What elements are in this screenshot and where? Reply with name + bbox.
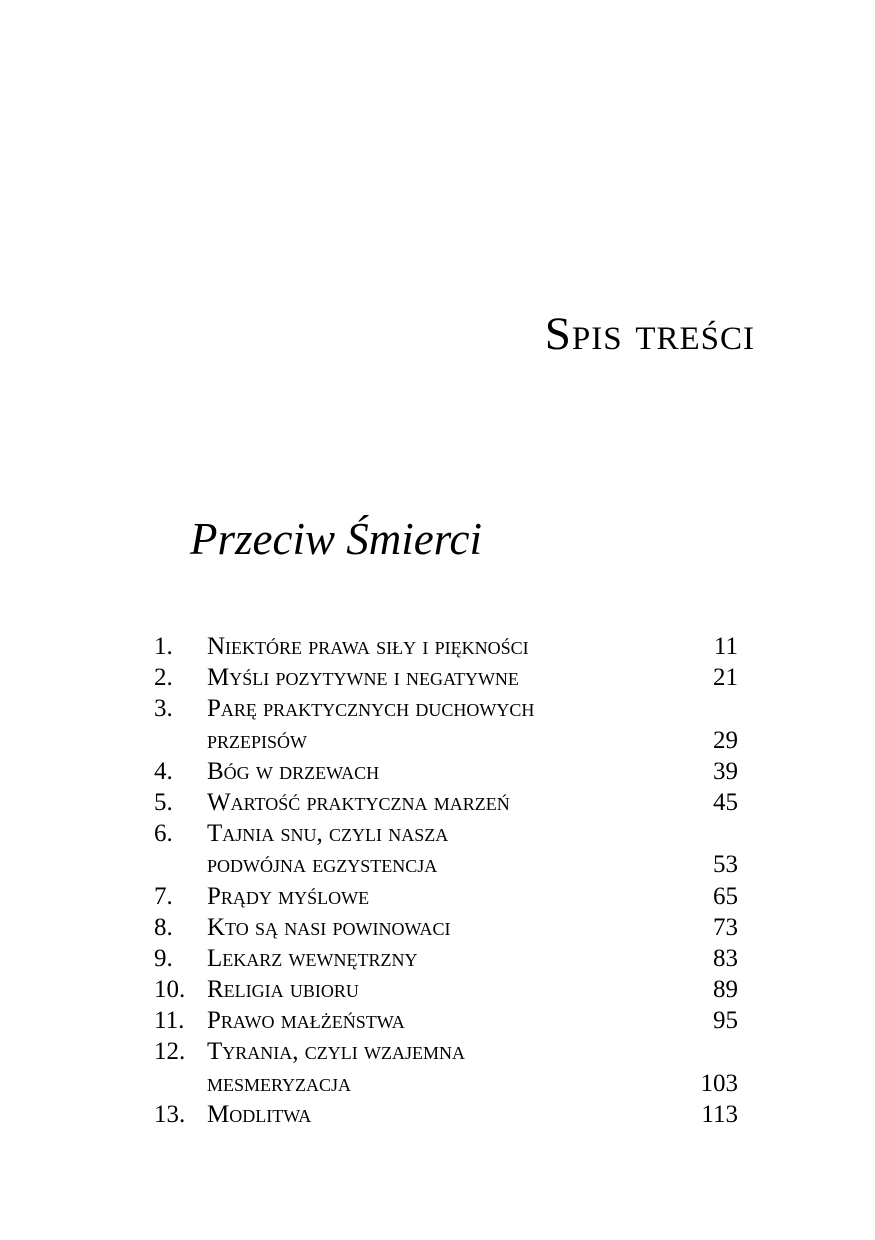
toc-entry-page: 83	[713, 944, 738, 972]
toc-entry-page: 73	[713, 913, 738, 941]
toc-entry-page: 11	[713, 633, 738, 660]
toc-entry-continuation	[150, 725, 738, 756]
toc-entry-title: Niektóre prawa siły i piękności	[207, 633, 529, 660]
toc-entry-title: mesmeryzacja	[207, 1069, 352, 1097]
section-title: Przeciw Śmierci	[190, 514, 483, 564]
toc-entry-page: 45	[713, 788, 738, 816]
toc-entry-title: Religia ubioru	[207, 976, 359, 1004]
toc-entry-title: Lekarz wewnętrzny	[207, 944, 418, 972]
toc-entry	[150, 974, 738, 1005]
toc-entry	[150, 662, 738, 693]
toc-entry	[150, 756, 738, 787]
toc-entry	[150, 1005, 738, 1036]
toc-entry-continuation	[150, 849, 738, 880]
toc-entry-title: Prawo małżeństwa	[207, 1007, 405, 1035]
toc-entry-number: 4.	[154, 757, 173, 785]
toc-entry	[150, 943, 738, 974]
toc-entry-title: Wartość praktyczna marzeń	[207, 788, 510, 816]
toc-entry-number: 11.	[154, 1007, 185, 1035]
toc-entry-number: 5.	[154, 788, 173, 816]
toc-entry	[150, 881, 738, 912]
toc-entry-title: Kto są nasi powinowaci	[207, 913, 451, 941]
toc-entry-page: 39	[713, 757, 738, 785]
toc-entry-page: 65	[713, 882, 738, 910]
toc-entry-title: Tajnia snu, czyli nasza	[207, 820, 449, 848]
toc-entry	[150, 912, 738, 943]
toc-entry-page: 21	[713, 664, 738, 692]
toc-entry-title: Bóg w drzewach	[207, 757, 380, 785]
toc-entry-title: Prądy myślowe	[207, 882, 370, 910]
toc-entry-number: 13.	[154, 1100, 186, 1128]
toc-entry-page: 113	[701, 1100, 738, 1128]
toc-entry-page: 89	[713, 976, 738, 1004]
toc-entry-number: 10.	[154, 976, 186, 1004]
toc-entry-title: Myśli pozytywne i negatywne	[207, 664, 519, 692]
page-title: Spis treści	[544, 308, 755, 360]
toc-entry-title: Modlitwa	[207, 1100, 312, 1128]
toc-entry-number: 12.	[154, 1038, 186, 1066]
toc-entry	[150, 1099, 738, 1130]
toc-entry-page: 95	[713, 1007, 738, 1035]
toc-entry-title: Parę praktycznych duchowych	[207, 695, 535, 723]
toc-entry-number: 7.	[154, 882, 173, 910]
toc-entry-number: 8.	[154, 913, 173, 941]
toc-entry-title: podwójna egzystencja	[207, 851, 438, 879]
toc-entry-page: 29	[713, 726, 738, 754]
toc-entry-continuation	[150, 1068, 738, 1099]
toc-entry-number: 6.	[154, 820, 173, 848]
toc-entry	[150, 631, 738, 662]
toc-entry	[150, 693, 738, 724]
toc-entry-title: przepisów	[207, 726, 308, 754]
toc-entry-page: 103	[700, 1069, 738, 1097]
table-of-contents	[150, 631, 738, 1130]
toc-entry-page: 53	[713, 851, 738, 879]
toc-entry-number: 3.	[154, 695, 173, 723]
toc-entry-number: 1.	[154, 633, 173, 660]
toc-entry	[150, 818, 738, 849]
toc-entry-number: 2.	[154, 664, 173, 692]
toc-entry-number: 9.	[154, 944, 173, 972]
toc-entry-title: Tyrania, czyli wzajemna	[207, 1038, 465, 1066]
toc-entry	[150, 1036, 738, 1067]
toc-entry	[150, 787, 738, 818]
